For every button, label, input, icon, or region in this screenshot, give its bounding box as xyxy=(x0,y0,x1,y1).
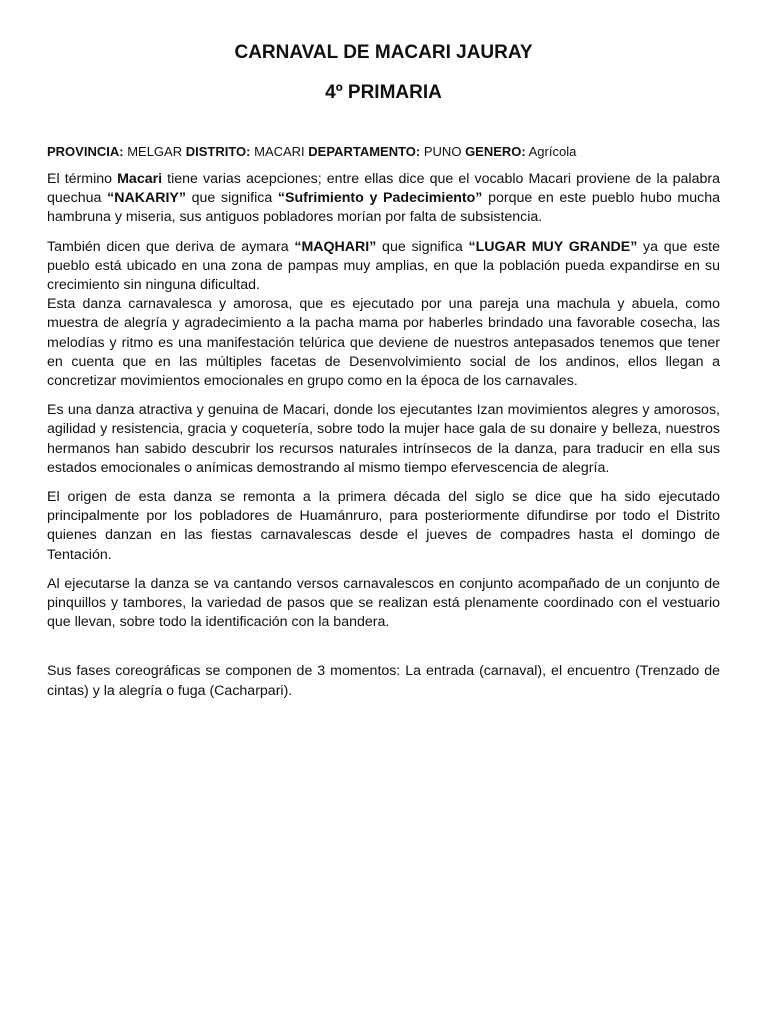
bold-term-sufrimiento: “Sufrimiento y Padecimiento” xyxy=(277,190,483,207)
document-subtitle: 4º PRIMARIA xyxy=(325,82,442,103)
text-run: tiene varias acepciones; entre ellas dice que el vocablo Macari proviene de la palabra quechua xyxy=(47,171,720,207)
provincia-label: PROVINCIA: xyxy=(47,144,124,159)
paragraph-phases: Sus fases coreográficas se componen de 3 momentos: La entrada (carnaval), el encuentro (Trenzado de cintas) y la alegría o fuga (Cacharpari). xyxy=(47,663,720,699)
paragraph-description: Es una danza atractiva y genuina de Macari, donde los ejecutantes Izan movimientos alegres y amorosos, agilidad y resistencia, gracia y coquetería, sobre todo la mujer hace gala de su donaire y belleza, nuestros hermanos han sabido descubrir los recursos naturales intrínsecos de la danza, para traducir en ella sus estados emocionales o anímicas demostrando al mismo tiempo efervescencia de alegría. xyxy=(47,402,720,476)
bold-term-lugar-muy-grande: “LUGAR MUY GRANDE” xyxy=(468,238,638,255)
departamento-label: DEPARTAMENTO: xyxy=(308,144,421,159)
paragraph-origin: El origen de esta danza se remonta a la primera década del siglo se dice que ha sido ejecutado principalmente por los pobladores de Huamánruro, para posteriormente difundirse por todo el Distrito quienes danzan en las fiestas carnavalescas desde el jueves de compadres hasta el domingo de Tentación. xyxy=(47,489,720,563)
text-run: porque en este pueblo hubo mucha hambruna y miseria, sus antiguos pobladores morían por falta de subsistencia. xyxy=(47,190,720,226)
distrito-label: DISTRITO: xyxy=(185,144,251,159)
paragraph-music: Al ejecutarse la danza se va cantando versos carnavalescos en conjunto acompañado de un conjunto de pinquillos y tambores, la variedad de pasos que se realizan está plenamente coordinado con el vestuario que llevan, sobre todo la identificación con la bandera. xyxy=(47,575,720,631)
paragraph-etymology-quechua xyxy=(47,170,720,228)
genero-value: Agrícola xyxy=(528,144,577,159)
text-run: También dicen que deriva de aymara xyxy=(47,238,295,255)
bold-term-maqhari: “MAQHARI” xyxy=(294,238,377,255)
provincia-value: MELGAR xyxy=(127,144,183,159)
distrito-value: MACARI xyxy=(254,144,305,159)
paragraph-etymology-aymara xyxy=(47,238,720,392)
document-page xyxy=(47,40,720,701)
document-title: CARNAVAL DE MACARI JAURAY xyxy=(234,42,533,63)
bold-term-nakariy: “NAKARIY” xyxy=(107,190,186,207)
text-run: ya que este pueblo está ubicado en una zona de pampas muy amplias, en que la población pueda expandirse en su crecimiento sin ninguna dificultad. xyxy=(47,238,721,294)
genero-label: GENERO: xyxy=(465,144,526,159)
text-run: El término xyxy=(47,171,118,187)
location-info xyxy=(47,143,720,161)
text-run: que significa xyxy=(376,238,469,255)
text-run: que significa xyxy=(185,190,278,207)
departamento-value: PUNO xyxy=(423,144,462,159)
bold-term-macari: Macari xyxy=(117,171,163,187)
text-run: Esta danza carnavalesca y amorosa, que es ejecutado por una pareja una machula y abuela, como muestra de alegría y agradecimiento a la pacha mama por haberles brindado una favorable cosecha, las melodías y ritmo es una manifestación telúrica que deviene de nuestros antepasados tenemos que tener en cuenta que en las múltiples facetas de Desenvolvimiento social de los andinos, ellos llegan a concretizar movimientos emocionales en grupo como en la época de los carnavales. xyxy=(47,296,720,390)
